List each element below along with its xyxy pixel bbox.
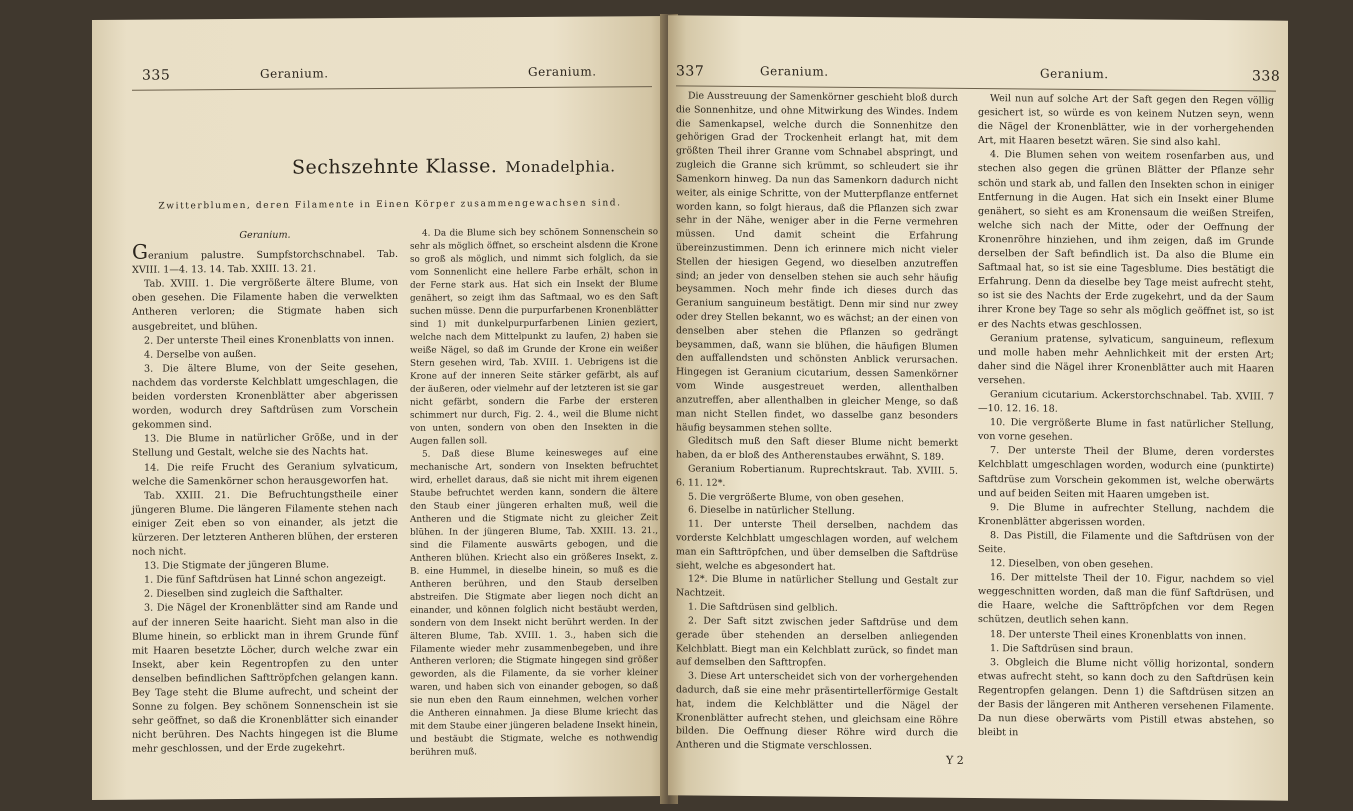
class-title-text: Sechszehnte Klasse. [292,155,498,179]
paragraph: 3. Die Nägel der Kronenblätter sind am Rande und auf der inneren Seite haaricht. Sieht man also in die Blume hinein, so erblickt man in ihrem Grunde fünf mit Haaren besetzte Löcher, durch welche zwar ein Insekt, aber kein Regentropfen zu den unter denselben befindlichen Safttröpfchen gelangen kann. Bey Tage steht die Blume aufrecht, und scheint der Sonne zu folgen. Bey schönem Sonnenschein ist sie sehr geöffnet, so daß die Kronenblätter sich einander nicht berühren. Des Nachts hingegen ist die Blume mehr geschlossen, und der Erde zugekehrt. [132,601,398,756]
paragraph: 1. Die Saftdrüsen sind braun. [990,642,1134,656]
paragraph: Gleditsch muß den Saft dieser Blume nicht bemerkt haben, da er bloß des Antherenstaubes erwähnt, S. 189. [676,435,958,463]
paragraph: 8. Das Pistill, die Filamente und die Saftdrüsen von der Seite. [978,530,1274,556]
right-page-number-far: 338 [1252,68,1281,85]
paragraph: Geranium pratense, sylvaticum, sanguineum, reflexum und molle haben mehr Aehnlichkeit mit der ersten Art; daher sind die Nägel ihrer Kronenblätter auch mit Haaren versehen. [978,332,1274,387]
paragraph: Tab. XVIII. 1. Die vergrößerte ältere Blume, von oben gesehen. Die Filamente haben die verwelkten Antheren verloren; die Stigmate haben sich ausgebreitet, und blühen. [132,277,398,333]
left-running-head-left: Geranium. [260,66,329,81]
paragraph: 13. Die Blume in natürlicher Größe, und in der Stellung und Gestalt, welche sie des Nachts hat. [132,432,398,460]
paragraph: 1. Die fünf Saftdrüsen hat Linné schon angezeigt. [144,573,387,586]
right-column-2 [978,92,1274,743]
header-rule [132,86,652,91]
paragraph: 10. Die vergrößerte Blume in fast natürlicher Stellung, von vorne gesehen. [978,417,1274,444]
paragraph: 3. Die ältere Blume, von der Seite gesehen, nachdem das vorderste Kelchblatt umgeschlagen, die beiden vordersten Kronenblätter aber abgerissen worden, wodurch drey Saftdrüsen zum Vorschein gekommen sind. [132,361,398,431]
paragraph: 1. Die Saftdrüsen sind gelblich. [688,601,838,614]
paragraph: 2. Der unterste Theil eines Kronenblatts von innen. [144,333,395,347]
paragraph: 14. Die reife Frucht des Geranium sylvaticum, welche die Samenkörner schon herausgeworfen hat. [132,460,398,488]
paragraph: 4. Derselbe von außen. [144,348,257,361]
paragraph: 5. Die vergrößerte Blume, von oben gesehen. [688,491,905,504]
paragraph: 5. Daß diese Blume keinesweges auf eine mechanische Art, sondern von Insekten befruchtet wird, erhellet daraus, daß sie nicht mit ihrem eigenen Staube befruchtet werden kann, sondern die ältere den Staub einer jüngeren erhalten muß, weil die Antheren und die Stigmate nicht zu gleicher Zeit blühen. In der jüngeren Blume, Tab. XXIII. 13. 21., sind die Filamente auswärts gebogen, und die Antheren blühen. Kriecht also ein größeres Insekt, z. B. eine Hummel, in dieselbe hinein, so muß es die Antheren berühren, und den Staub derselben abstreifen. Die Stigmate aber liegen noch dicht an einander, und können folglich nicht bestäubt werden, sondern von dem Insekt nicht berührt werden. In der älteren Blume, Tab. XVIII. 1. 3., haben sich die Filamente wieder mehr zusammenbegeben, und ihre Antheren verloren; die Stigmate hingegen sind größer geworden, als die Filamente, da sie vorher kleiner waren, und haben sich von einander gebogen, so daß sie nun eben den Raum einnehmen, welchen vorher die Antheren einnahmen. Ja diese Blume kriecht das mit dem Staube einer jüngeren beladene Insekt hinein, und bestäubt die Stigmate, welche es nothwendig berühren muß. [410,447,658,759]
paragraph: 12*. Die Blume in natürlicher Stellung und Gestalt zur Nachtzeit. [676,573,958,600]
paragraph: 2. Der Saft sitzt zwischen jeder Saftdrüse und dem gerade über stehenden an derselben anliegenden Kelchblatt. Biegt man ein Kelchblatt zurück, so findet man auf demselben den Safttropfen. [676,615,958,669]
paragraph: Tab. XXIII. 21. Die Befruchtungstheile einer jüngeren Blume. Die längeren Filamente stehen nach einiger Zeit eben so von einander, als jetzt die kürzeren. Der letzteren Antheren blühen, der ersteren noch nicht. [132,488,398,558]
right-page-number: 337 [676,63,705,80]
signature-mark: Y 2 [946,753,964,767]
right-running-head-left: Geranium. [760,64,829,79]
paragraph: 9. Die Blume in aufrechter Stellung, nachdem die Kronenblätter abgerissen worden. [978,501,1274,529]
right-running-head-right: Geranium. [1040,66,1109,82]
paragraph: Geranium cicutarium. Ackerstorchschnabel. Tab. XVIII. 7—10. 12. 16. 18. [978,389,1274,415]
paragraph: Geranium Robertianum. Ruprechtskraut. Tab. XVIII. 5. 6. 11. 12*. [676,463,958,489]
paragraph: 16. Der mittelste Theil der 10. Figur, nachdem so viel weggeschnitten worden, daß man die fünf Saftdrüsen, und die Haare, welche die Safttröpfchen vor dem Regen schützen, deutlich sehen kann. [978,572,1274,627]
paragraph: Weil nun auf solche Art der Saft gegen den Regen völlig gesichert ist, so würde es von keinem Nutzen seyn, wenn die Nägel der Kronenblätter, wie in der vorhergehenden Art, mit Haaren besetzt wären. Sie sind also kahl. [978,93,1274,149]
right-column-1 [676,89,958,754]
paragraph: 12. Dieselben, von oben gesehen. [990,558,1154,571]
paragraph: 13. Die Stigmate der jüngeren Blume. [144,559,330,572]
left-page-number: 335 [142,67,171,84]
paragraph: 18. Der unterste Theil eines Kronenblatts von innen. [990,628,1247,642]
paragraph: 7. Der unterste Theil der Blume, deren vorderstes Kelchblatt umgeschlagen worden, wodurch eine (punktirte) Saftdrüse zum Vorschein gekommen ist, welche oberwärts und auf beiden Seiten mit Haaren umgeben ist. [978,445,1274,501]
paragraph: 11. Der unterste Theil derselben, nachdem das vorderste Kelchblatt umgeschlagen worden, auf welchem man ein Safttröpfchen, und über demselben die Saftdrüse sieht, welche es abgesondert hat. [676,518,958,573]
paragraph: 3. Obgleich die Blume nicht völlig horizontal, sondern etwas aufrecht steht, so kann doch zu den Saftdrüsen kein Regentropfen gelangen. Denn 1) die Saftdrüsen sitzen an der Basis der längeren mit Antheren versehenen Filamente. Da nun diese oberwärts vom Pistill etwas abstehen, so bleibt in [978,656,1274,739]
paragraph: 6. Dieselbe in natürlicher Stellung. [688,504,855,518]
species-entry: Geranium palustre. Sumpfstorchschnabel. Tab. XVIII. 1—4. 13. 14. Tab. XXIII. 13. 21. [132,239,398,276]
left-column-1 [132,228,398,757]
paragraph: Die Ausstreuung der Samenkörner geschieht bloß durch die Sonnenhitze, und ohne Mitwirkung des Windes. Indem die Samenkapsel, welche durch die Sonnenhitze den gehörigen Grad der Trockenheit erlangt hat, mit dem größten Theil ihrer Granne vom Schnabel abspringt, und zugleich die Granne sich krümmt, so schleudert sie ihr Samenkorn hinweg. Da nun das Samenkorn dadurch nicht weiter, als einige Schritte, von der Mutterpflanze entfernet worden kann, so folgt hieraus, daß die Pflanzen sich zwar sehr in der Nähe, weniger aber in die Ferne vermehren müssen. Und damit scheint die Erfahrung übereinzustimmen. Denn ich erinnere mich nicht vieler Stellen der hiesigen Gegend, wo dieselben anzutreffen sind; an jeder von denselben stehen sie auch sehr häufig beysammen. Noch mehr finde ich dieses durch das Geranium sanguineum bestätigt. Denn mir sind nur zwey oder drey Stellen bekannt, wo es wächst; an der einen von denselben aber stehen die Pflanzen so gedrängt beysammen, daß, wann sie blühen, die häufigen Blumen den auffallendsten und schönsten Anblick verursachen. Hingegen ist Geranium cicutarium, dessen Samenkörner vom Winde ausgestreuet werden, allenthalben anzutreffen, aber allenthalben in gleicher Menge, so daß man nicht Stellen findet, wo dasselbe ganz besonders häufig beysammen stehen sollte. [676,90,958,435]
class-description: Zwitterblumen, deren Filamente in Einen Körper zusammengewachsen sind. [158,198,622,212]
paragraph: 4. Da die Blume sich bey schönem Sonnenschein so sehr als möglich öffnet, so erscheint alsdenn die Krone so groß als möglich, und nimmt sich folglich, da sie vom Sonnenlicht eine hellere Farbe erhält, schon in der Ferne stark aus. Hat sich ein Insekt der Blume genähert, so zeigt ihm das Saftmaal, wo es den Saft suchen müsse. Denn die purpurfarbenen Kronenblätter sind 1) mit dunkelpurpurfarbenen Linien geziert, welche nach dem Mittelpunkt zu laufen, 2) haben sie weiße Nägel, so daß im Grunde der Krone ein weißer Stern gesehen wird, Tab. XVIII. 1. Uebrigens ist die Krone auf der inneren Seite stärker gefärbt, als auf der äußeren, oder vielmehr auf der letzteren ist sie gar nicht gefärbt, sondern die Farbe der ersteren schimmert nur durch, Fig. 2. 4., weil die Blume nicht von unten, sondern von oben den Insekten in die Augen fallen soll. [410,227,658,447]
genus-label: Geranium. [239,229,291,241]
left-page [92,16,668,800]
paragraph: 2. Dieselben sind zugleich die Safthalter. [144,587,344,600]
paragraph: 4. Die Blumen sehen von weitem rosenfarben aus, und stechen also gegen die grünen Blätter der Pflanze sehr schön und stark ab, und fallen den Insekten schon in einiger Entfernung in die Augen. Hat sich ein Insekt einer Blume genähert, so sieht es am Kronensaum die weißen Streifen, welche sich nach der Mitte, oder der Oeffnung der Kronenröhre hinziehen, und ihm zeigen, daß im Grunde derselben der Saft befindlich ist. Da also die Blume ein Saftmaal hat, so ist sie eine Tagesblume. Dies bestätigt die Erfahrung. Denn da dieselbe bey Tage meist aufrecht steht, so ist sie des Nachts der Erde zugekehrt, und da der Saum ihrer Krone bey Tage so sehr als möglich geöffnet ist, so ist er des Nachts etwas geschlossen. [978,149,1274,331]
right-page [668,15,1288,800]
class-title [292,154,615,178]
initial-letter: G [132,239,148,264]
left-running-head-right: Geranium. [528,64,597,79]
class-subtitle: Monadelphia. [505,157,616,177]
paragraph: 3. Diese Art unterscheidet sich von der vorhergehenden dadurch, daß sie eine mehr präsentirtellerförmige Gestalt hat, indem die Kelchblätter und die Nägel der Kronenblätter aufrecht stehen, und gleichsam eine Röhre bilden. Die Oeffnung dieser Röhre wird durch die Antheren und die Stigmate verschlossen. [676,670,958,753]
left-column-2 [410,226,658,760]
